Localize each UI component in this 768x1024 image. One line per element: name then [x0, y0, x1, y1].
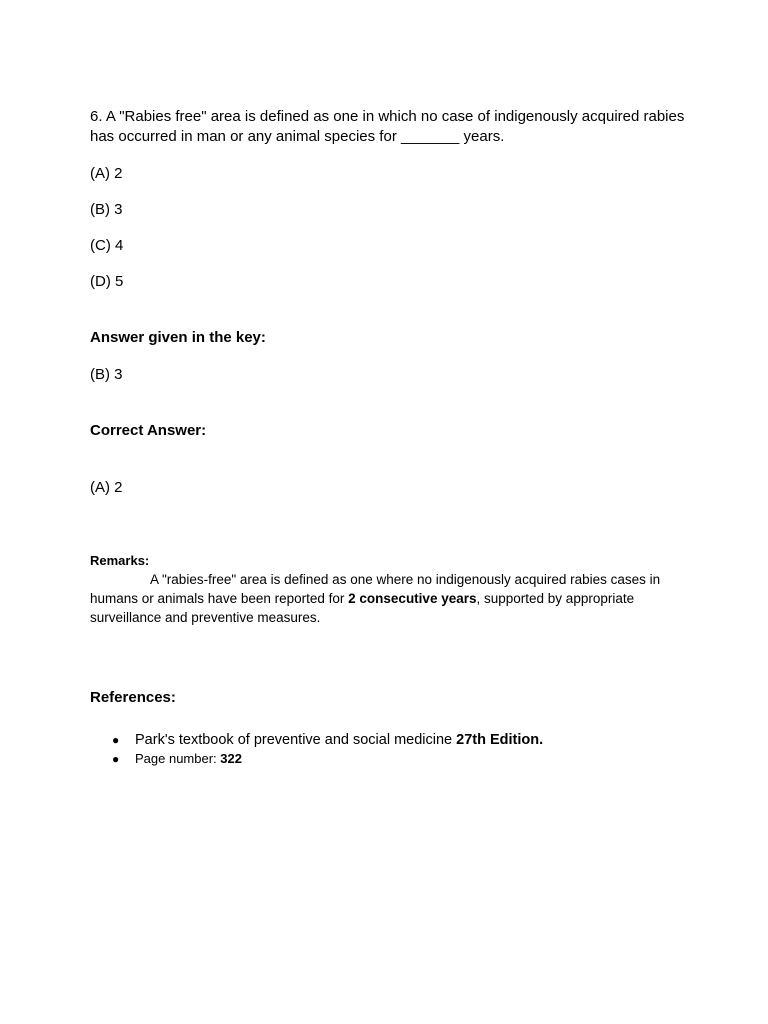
remarks-text-bold: 2 consecutive years [348, 591, 477, 606]
bullet-icon: ● [112, 733, 120, 747]
remarks-text-before: A "rabies-free" area is defined as one where no indigenously acquired rabies cases in humans or animals have been reported for [90, 572, 661, 606]
reference-item [112, 750, 242, 768]
bullet-icon: ● [112, 752, 120, 766]
question-text: 6. A "Rabies free" area is defined as one in which no case of indigenously acquired rabies has occurred in man or any animal species for _______ years. [90, 108, 685, 145]
option-d: (D) 5 [90, 273, 124, 290]
reference-text: Page number: [135, 751, 221, 766]
correct-answer-value: (A) 2 [90, 479, 123, 496]
reference-bold: 27th Edition. [456, 732, 544, 748]
option-c: (C) 4 [90, 237, 124, 254]
reference-text: Park's textbook of preventive and social medicine [135, 732, 457, 748]
remarks-heading: Remarks: [90, 553, 150, 568]
remarks-body [90, 570, 690, 627]
key-answer-value: (B) 3 [90, 366, 123, 383]
reference-bold: 322 [220, 751, 242, 766]
correct-answer-heading: Correct Answer: [90, 422, 207, 439]
key-answer-heading: Answer given in the key: [90, 329, 266, 346]
reference-item [112, 730, 543, 750]
remarks-text-after: , supported by appropriate surveillance and preventive measures. [90, 591, 635, 625]
option-b: (B) 3 [90, 201, 123, 218]
references-heading: References: [90, 689, 176, 706]
option-a: (A) 2 [90, 165, 123, 182]
